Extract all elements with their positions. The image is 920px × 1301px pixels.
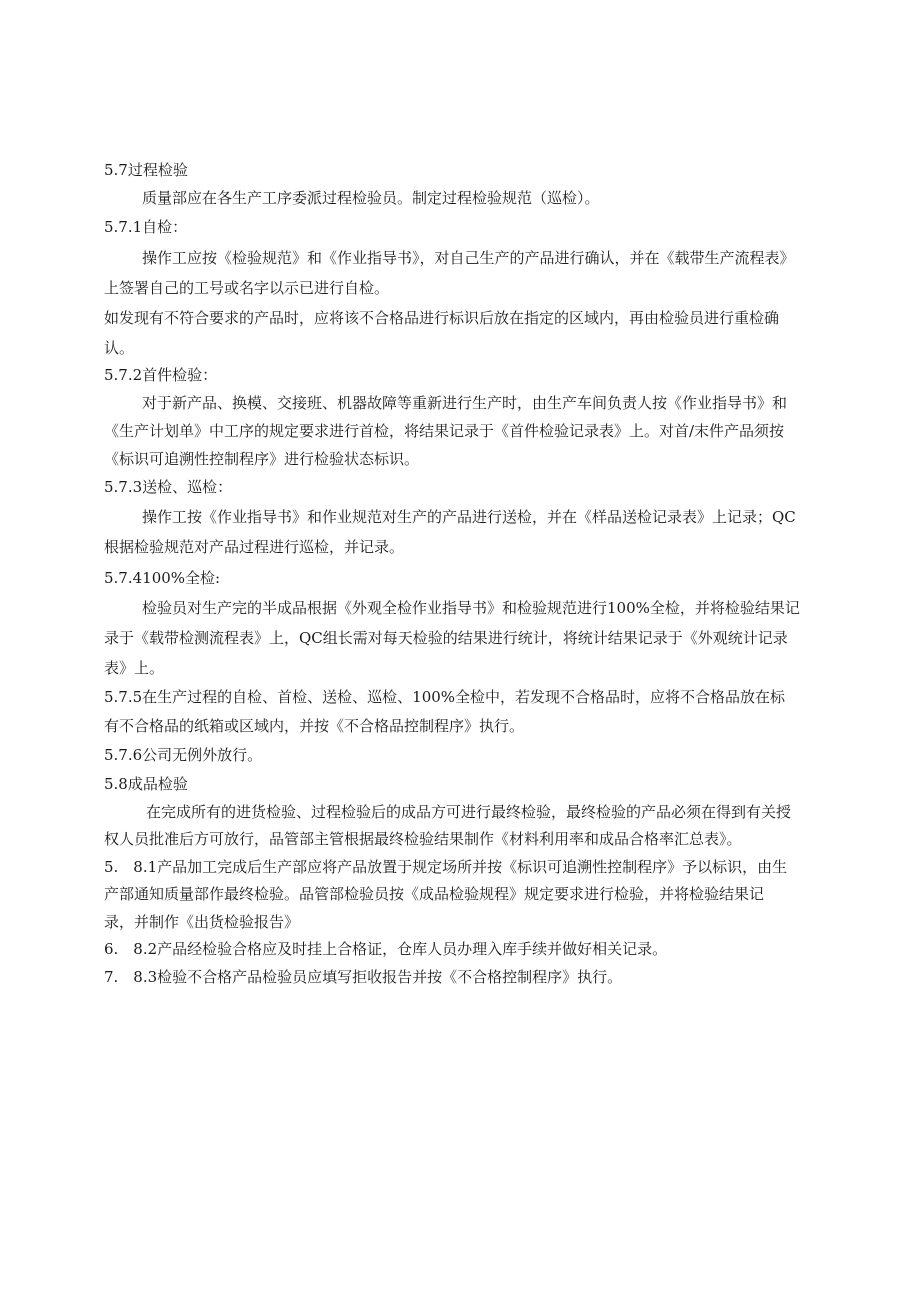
paragraph-line: 产部通知质量部作最终检验。品管部检验员按《成品检验规程》规定要求进行检验，并将检验结果记: [104, 885, 765, 903]
paragraph-line: 《生产计划单》中工序的规定要求进行首检，将结果记录于《首件检验记录表》上。对首/末件产品须按: [104, 422, 785, 440]
paragraph-line: 对于新产品、换模、交接班、机器故障等重新进行生产时，由生产车间负责人按《作业指导书》和: [142, 394, 788, 412]
heading-5-7-5: 5.7.5在生产过程的自检、首检、送检、巡检、100%全检中，若发现不合格品时，应将不合格品放在标: [104, 688, 786, 706]
list-item-8-3: 7. 8.3检验不合格产品检验员应填写拒收报告并按《不合格控制程序》执行。: [104, 968, 623, 986]
heading-5-7-1: 5.7.1自检：: [104, 218, 188, 236]
heading-5-8: 5.8成品检验: [104, 775, 188, 793]
paragraph-line: 如发现有不符合要求的产品时，应将该不合格品进行标识后放在指定的区域内，再由检验员进行重检确: [104, 309, 780, 327]
heading-5-7-3: 5.7.3送检、巡检：: [104, 478, 233, 496]
paragraph-line: 上签署自己的工号或名字以示已进行自检。: [104, 279, 390, 297]
list-item-8-2: 6. 8.2产品经检验合格应及时挂上合格证，仓库人员办理入库手续并做好相关记录。: [104, 940, 668, 958]
paragraph-line: 《标识可追溯性控制程序》进行检验状态标识。: [104, 450, 420, 468]
heading-5-7: 5.7过程检验: [104, 161, 188, 179]
paragraph-line: 有不合格品的纸箱或区域内，并按《不合格品控制程序》执行。: [104, 717, 525, 735]
paragraph-line: 质量部应在各生产工序委派过程检验员。制定过程检验规范（巡检）。: [142, 189, 600, 207]
paragraph-line: 检验员对生产完的半成品根据《外观全检作业指导书》和检验规范进行100%全检，并将检验结果记: [142, 599, 800, 617]
paragraph-line: 录，并制作《出货检验报告》: [104, 913, 300, 931]
heading-5-7-4: 5.7.4100%全检:: [104, 569, 221, 587]
paragraph-line: 认。: [104, 339, 135, 357]
paragraph-line: 操作工按《作业指导书》和作业规范对生产的产品进行送检，并在《样品送检记录表》上记录；QC: [142, 508, 796, 526]
heading-5-7-2: 5.7.2首件检验：: [104, 366, 218, 384]
paragraph-line: 在完成所有的进货检验、过程检验后的成品方可进行最终检验，最终检验的产品必须在得到有关授: [146, 803, 792, 821]
paragraph-line: 权人员批准后方可放行，品管部主管根据最终检验结果制作《材料利用率和成品合格率汇总表》。: [104, 830, 742, 848]
paragraph-line: 根据检验规范对产品过程进行巡检，并记录。: [104, 538, 405, 556]
heading-5-7-6: 5.7.6公司无例外放行。: [104, 746, 263, 764]
paragraph-line: 录于《载带检测流程表》上，QC组长需对每天检验的结果进行统计，将统计结果记录于《外观统计记录: [104, 629, 788, 647]
paragraph-line: 操作工应按《检验规范》和《作业指导书》，对自己生产的产品进行确认，并在《载带生产流程表》: [142, 249, 795, 267]
list-item-8-1: 5. 8.1产品加工完成后生产部应将产品放置于规定场所并按《标识可追溯性控制程序》予以标识，由生: [104, 858, 788, 876]
paragraph-line: 表》上。: [104, 659, 165, 677]
